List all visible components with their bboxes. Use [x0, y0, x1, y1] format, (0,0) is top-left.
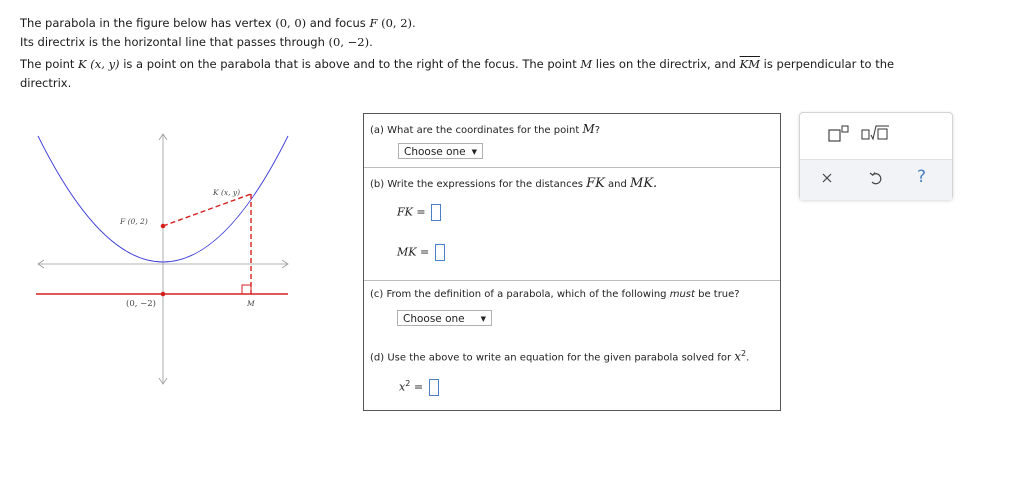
- fk-segment: [163, 194, 251, 226]
- questions-panel: [363, 113, 781, 411]
- text: (d) Use the above to write an equation for the given parabola solved for: [370, 352, 735, 364]
- text: is a point on the parabola that is above and to the right of the focus. The point: [119, 57, 581, 71]
- square-root-icon[interactable]: [861, 124, 891, 142]
- text: is perpendicular to the: [760, 57, 895, 71]
- problem-statement: [20, 14, 970, 93]
- focus-coords: (0, 2).: [377, 16, 416, 30]
- mk-label: MK: [397, 245, 417, 259]
- text: The point: [20, 57, 79, 71]
- question-b-text: [370, 176, 657, 191]
- mk-input[interactable]: [435, 244, 445, 261]
- text: (c) From the definition of a parabola, which of the following: [370, 289, 670, 300]
- x-var: x: [734, 349, 742, 364]
- question-a-text: [370, 122, 600, 136]
- superscript-icon[interactable]: [828, 125, 850, 143]
- undo-icon[interactable]: [869, 171, 883, 186]
- text: .: [746, 352, 750, 364]
- fk-var: FK: [586, 176, 605, 191]
- toolbar-top-row: [800, 113, 952, 153]
- directrix-point: (0, −2).: [328, 35, 373, 49]
- toolbar-bottom-row: [800, 159, 952, 200]
- question-c-text: [370, 289, 740, 300]
- point-m-dropdown[interactable]: [398, 143, 483, 159]
- problem-line-1: [20, 14, 970, 33]
- focus-point: [161, 224, 166, 229]
- m-var: M: [582, 122, 595, 136]
- x-label: x: [399, 380, 406, 394]
- problem-line-4: directrix.: [20, 76, 72, 90]
- text-emphasis: must: [669, 289, 695, 300]
- figure-svg: [30, 128, 292, 390]
- km-segment: $\overline{KM}$: [739, 57, 761, 71]
- m-var: M: [580, 57, 593, 71]
- text: and: [604, 179, 631, 190]
- directrix-point: [161, 292, 166, 297]
- equals: =: [419, 245, 430, 259]
- text: and focus: [306, 16, 370, 30]
- question-a: [364, 114, 780, 166]
- right-angle-marker: [242, 285, 251, 294]
- mk-var: MK.: [630, 176, 658, 191]
- text: (b) Write the expressions for the distances: [370, 179, 587, 190]
- text: The parabola in the figure below has vertex: [20, 16, 276, 30]
- text: ?: [594, 125, 601, 136]
- problem-line-2: [20, 33, 970, 52]
- help-button[interactable]: ?: [917, 167, 927, 187]
- k-label: K (x, y): [213, 188, 241, 197]
- directrix-label: (0, −2): [126, 299, 156, 309]
- question-d: [364, 337, 780, 410]
- text: lies on the directrix, and: [592, 57, 740, 71]
- caret-down-icon: ▼: [471, 148, 477, 156]
- equals: =: [413, 380, 424, 394]
- parabola-figure: [30, 128, 292, 390]
- focus-var: F: [369, 16, 378, 30]
- question-c: [364, 281, 780, 333]
- fk-answer: [397, 204, 441, 221]
- x-squared-answer: [399, 379, 439, 396]
- caret-down-icon: ▼: [480, 315, 486, 323]
- equals: =: [416, 205, 426, 219]
- dropdown-value: Choose one: [403, 313, 465, 325]
- fk-input[interactable]: [431, 204, 441, 221]
- text: (a) What are the coordinates for the point: [370, 125, 583, 136]
- k-coords: (x, y): [86, 57, 120, 71]
- text: Its directrix is the horizontal line that passes through: [20, 35, 329, 49]
- x-squared-input[interactable]: [429, 379, 439, 396]
- question-d-text: [370, 349, 749, 363]
- dropdown-value: Choose one: [404, 146, 466, 158]
- fk-label: FK: [397, 205, 413, 219]
- definition-dropdown[interactable]: [397, 310, 492, 326]
- exponent: 2: [741, 349, 747, 358]
- math-toolbar: [799, 112, 953, 200]
- f-label: F (0, 2): [120, 217, 148, 226]
- text: be true?: [694, 289, 740, 300]
- question-b: [364, 168, 780, 279]
- k-var: K: [78, 57, 87, 71]
- problem-line-3: [20, 55, 970, 74]
- mk-answer: [397, 244, 445, 261]
- m-label: M: [247, 299, 255, 308]
- close-icon[interactable]: [821, 172, 833, 184]
- vertex-coords: (0, 0): [275, 16, 307, 30]
- exponent: 2: [405, 379, 411, 388]
